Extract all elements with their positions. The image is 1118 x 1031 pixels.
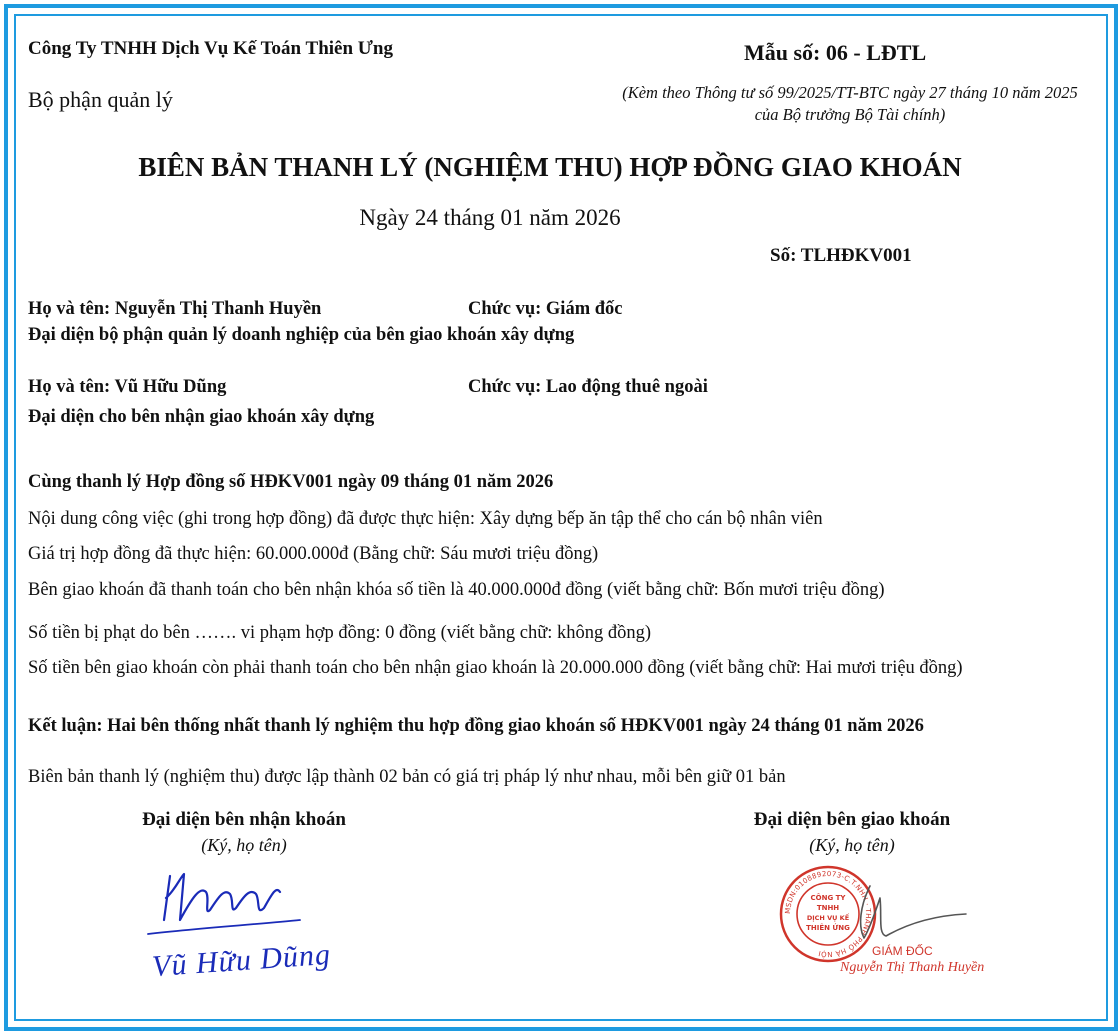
giver-signature-note: (Ký, họ tên) bbox=[809, 835, 895, 855]
giver-signature-title: Đại diện bên giao khoán bbox=[753, 809, 951, 830]
party-b-position: Chức vụ: Lao động thuê ngoài bbox=[468, 377, 708, 397]
circular-reference: (Kèm theo Thông tư số 99/2025/TT-BTC ngày 27 tháng 10 năm 2025 của Bộ trưởng Bộ Tài chính) bbox=[622, 83, 1078, 124]
document-title: BIÊN BẢN THANH LÝ (NGHIỆM THU) HỢP ĐỒNG GIAO KHOÁN bbox=[138, 152, 962, 182]
paid-amount: Bên giao khoán đã thanh toán cho bên nhận khóa số tiền là 40.000.000đ đồng (viết bằng chữ: Bốn mươi triệu đồng) bbox=[28, 580, 885, 600]
receiver-signature-scribble bbox=[140, 868, 340, 938]
contract-value: Giá trị hợp đồng đã thực hiện: 60.000.000đ (Bằng chữ: Sáu mươi triệu đồng) bbox=[28, 544, 599, 564]
seal-line-3: DỊCH VỤ KẾ bbox=[806, 914, 850, 922]
company-name: Công Ty TNHH Dịch Vụ Kế Toán Thiên Ưng bbox=[28, 38, 393, 59]
contract-line: Cùng thanh lý Hợp đồng số HĐKV001 ngày 09 tháng 01 năm 2026 bbox=[28, 472, 554, 492]
party-b-role: Đại diện cho bên nhận giao khoán xây dựng bbox=[28, 407, 375, 427]
document-date: Ngày 24 tháng 01 năm 2026 bbox=[359, 205, 621, 230]
form-code: Mẫu số: 06 - LĐTL bbox=[744, 40, 927, 65]
copies-statement: Biên bản thanh lý (nghiệm thu) được lập thành 02 bản có giá trị pháp lý như nhau, mỗi bên giữ 01 bản bbox=[28, 767, 786, 787]
seal-line-1: CÔNG TY bbox=[810, 894, 846, 902]
party-a-role: Đại diện bộ phận quản lý doanh nghiệp của bên giao khoán xây dựng bbox=[28, 325, 575, 345]
party-b-name: Họ và tên: Vũ Hữu Dũng bbox=[28, 377, 227, 397]
giver-signature-block bbox=[712, 809, 992, 856]
party-a-name: Họ và tên: Nguyễn Thị Thanh Huyền bbox=[28, 299, 322, 319]
seal-line-4: THIÊN ỨNG bbox=[806, 924, 850, 932]
receiver-signature-title: Đại diện bên nhận khoán bbox=[142, 809, 346, 830]
work-content: Nội dung công việc (ghi trong hợp đồng) đã được thực hiện: Xây dựng bếp ăn tập thể cho cán bộ nhân viên bbox=[28, 509, 823, 529]
giver-stamp-position: GIÁM ĐỐC bbox=[872, 944, 933, 958]
receiver-signature-note: (Ký, họ tên) bbox=[201, 835, 287, 855]
document-number: Số: TLHĐKV001 bbox=[770, 245, 912, 266]
receiver-signature-block bbox=[104, 809, 384, 856]
remaining-amount: Số tiền bên giao khoán còn phải thanh toán cho bên nhận giao khoán là 20.000.000 đồng (viết bằng chữ: Hai mươi triệu đồng) bbox=[28, 658, 963, 678]
conclusion: Kết luận: Hai bên thống nhất thanh lý nghiệm thu hợp đồng giao khoán số HĐKV001 ngày 24 tháng 01 năm 2026 bbox=[28, 716, 924, 736]
seal-ring-text: MSDN:0108892073-C.T.NHH · THÀNH PHỐ HÀ NỘI bbox=[783, 869, 873, 959]
giver-signed-name: Nguyễn Thị Thanh Huyền bbox=[840, 960, 985, 975]
party-a-position: Chức vụ: Giám đốc bbox=[468, 299, 623, 319]
receiver-signed-name: Vũ Hữu Dũng bbox=[151, 937, 332, 984]
penalty-amount: Số tiền bị phạt do bên ……. vi phạm hợp đồng: 0 đồng (viết bằng chữ: không đồng) bbox=[28, 623, 652, 643]
seal-line-2: TNHH bbox=[816, 904, 840, 912]
department-name: Bộ phận quản lý bbox=[28, 87, 173, 112]
